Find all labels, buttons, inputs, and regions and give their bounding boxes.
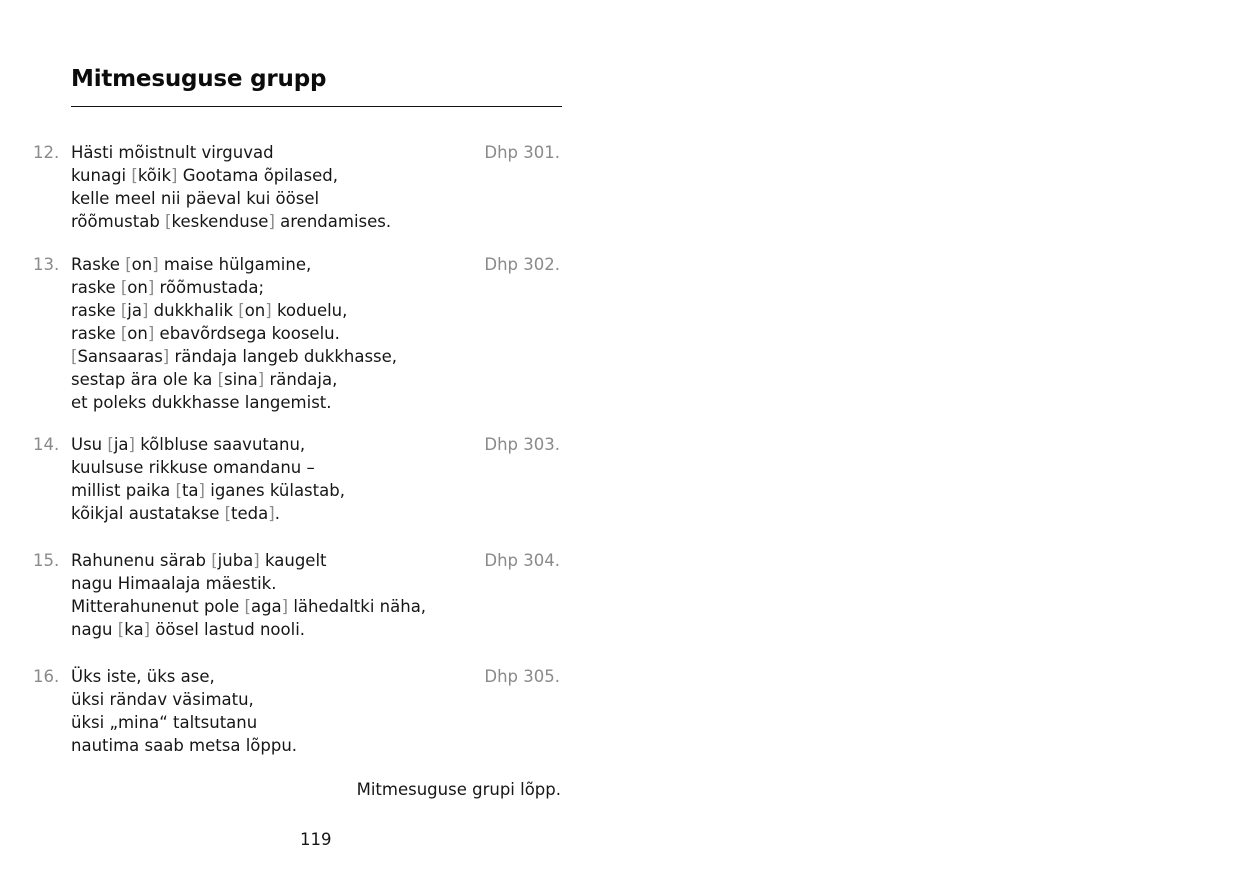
verse-text: lähedaltki näha, bbox=[288, 597, 427, 616]
verse-text: üksi rändav väsimatu, bbox=[71, 690, 254, 709]
verse-reference: Dhp 301. bbox=[484, 143, 560, 162]
verse-text: ja bbox=[113, 435, 129, 454]
verse-text: öösel lastud nooli. bbox=[150, 620, 306, 639]
verse-line bbox=[71, 665, 471, 688]
verse-text: rõõmustada; bbox=[154, 278, 265, 297]
verse-text: raske bbox=[71, 278, 121, 297]
verse-text: kõikjal austatakse bbox=[71, 504, 225, 523]
verse-text: üksi „mina“ taltsutanu bbox=[71, 713, 258, 732]
verse-line bbox=[71, 210, 471, 233]
verse-line bbox=[71, 187, 471, 210]
bracket-mark: ] bbox=[147, 278, 155, 297]
chapter-closing: Mitmesuguse grupi lõpp. bbox=[356, 780, 561, 799]
verse-text: rändaja, bbox=[264, 370, 338, 389]
verse-line bbox=[71, 502, 471, 525]
bracket-mark: ] bbox=[171, 166, 178, 185]
verse-line bbox=[71, 688, 471, 711]
verse-text: sestap ära ole ka bbox=[71, 370, 218, 389]
bracket-mark: ] bbox=[265, 301, 272, 320]
verse-text: rändaja langeb dukkhasse, bbox=[169, 347, 398, 366]
verse-text: Rahunenu särab bbox=[71, 551, 212, 570]
bracket-mark: [ bbox=[120, 278, 128, 297]
verse-number: 14. bbox=[33, 435, 60, 454]
verse-line bbox=[71, 345, 471, 368]
verse-text: on bbox=[127, 324, 148, 343]
bracket-mark: [ bbox=[117, 620, 125, 639]
bracket-mark: ] bbox=[268, 212, 275, 231]
bracket-mark: ] bbox=[257, 370, 265, 389]
bracket-mark: ] bbox=[143, 620, 151, 639]
verse-line bbox=[71, 253, 471, 276]
bracket-mark: ] bbox=[253, 551, 260, 570]
verse-text: teda bbox=[231, 504, 269, 523]
verse-line bbox=[71, 456, 471, 479]
bracket-mark: [ bbox=[224, 504, 232, 523]
verse-text: millist paika bbox=[71, 481, 176, 500]
verse-text: iganes külastab, bbox=[204, 481, 345, 500]
verse-reference: Dhp 305. bbox=[484, 667, 560, 686]
verse-line bbox=[71, 299, 471, 322]
verse-text: keskenduse bbox=[171, 212, 269, 231]
verse-text: arendamises. bbox=[274, 212, 392, 231]
verse-text: . bbox=[274, 504, 280, 523]
verse-text: on bbox=[127, 278, 148, 297]
verse-text: kõik bbox=[137, 166, 172, 185]
verse-number: 16. bbox=[33, 667, 60, 686]
verse-text: ja bbox=[127, 301, 142, 320]
verse-text: Usu bbox=[71, 435, 108, 454]
verse-text: kelle meel nii päeval kui öösel bbox=[71, 189, 320, 208]
verse-line bbox=[71, 322, 471, 345]
verse-line bbox=[71, 391, 471, 414]
verse-text: koduelu, bbox=[271, 301, 348, 320]
bracket-mark: [ bbox=[125, 255, 132, 274]
verse-reference: Dhp 304. bbox=[484, 551, 560, 570]
verse-line bbox=[71, 276, 471, 299]
verse-text: et poleks dukkhasse langemist. bbox=[71, 393, 332, 412]
bracket-mark: [ bbox=[120, 301, 128, 320]
verse-text: maise hülgamine, bbox=[158, 255, 312, 274]
verse-line bbox=[71, 618, 471, 641]
verse-line bbox=[71, 479, 471, 502]
verse-lines bbox=[71, 253, 471, 414]
bracket-mark: ] bbox=[128, 435, 135, 454]
verse-text: on bbox=[244, 301, 266, 320]
bracket-mark: ] bbox=[268, 504, 275, 523]
verse-text: nagu Himaalaja mäestik. bbox=[71, 574, 277, 593]
verse-text: ebavõrdsega kooselu. bbox=[154, 324, 340, 343]
verse-text: nautima saab metsa lõppu. bbox=[71, 736, 298, 755]
bracket-mark: [ bbox=[107, 435, 114, 454]
verse-text: on bbox=[131, 255, 153, 274]
verse-text: Üks iste, üks ase, bbox=[71, 667, 215, 686]
bracket-mark: [ bbox=[175, 481, 182, 500]
verse-reference: Dhp 303. bbox=[484, 435, 560, 454]
verse-lines bbox=[71, 433, 471, 525]
bracket-mark: [ bbox=[120, 324, 128, 343]
bracket-mark: [ bbox=[165, 212, 172, 231]
verse-text: Raske bbox=[71, 255, 126, 274]
bracket-mark: [ bbox=[238, 301, 245, 320]
verse-text: aga bbox=[250, 597, 282, 616]
verse-text: kõlbluse saavutanu, bbox=[134, 435, 306, 454]
bracket-mark: ] bbox=[147, 324, 155, 343]
bracket-mark: ] bbox=[162, 347, 170, 366]
chapter-title: Mitmesuguse grupp bbox=[71, 66, 327, 92]
verse-text: dukkhalik bbox=[148, 301, 239, 320]
verse-reference: Dhp 302. bbox=[484, 255, 560, 274]
verse-line bbox=[71, 549, 471, 572]
verse-number: 15. bbox=[33, 551, 60, 570]
bracket-mark: [ bbox=[131, 166, 138, 185]
verse-text: raske bbox=[71, 324, 121, 343]
verse-text: kuulsuse rikkuse omandanu – bbox=[71, 458, 315, 477]
verse-number: 12. bbox=[33, 143, 60, 162]
verse-lines bbox=[71, 141, 471, 233]
verse-text: Sansaaras bbox=[77, 347, 163, 366]
verse-lines bbox=[71, 665, 471, 757]
bracket-mark: ] bbox=[198, 481, 205, 500]
verse-text: sina bbox=[224, 370, 258, 389]
verse-number: 13. bbox=[33, 255, 60, 274]
verse-text: kaugelt bbox=[259, 551, 327, 570]
verse-line bbox=[71, 595, 471, 618]
verse-text: Gootama õpilased, bbox=[177, 166, 339, 185]
verse-line bbox=[71, 141, 471, 164]
verse-text: rõõmustab bbox=[71, 212, 166, 231]
verse-text: ta bbox=[181, 481, 199, 500]
bracket-mark: ] bbox=[142, 301, 149, 320]
verse-text: nagu bbox=[71, 620, 118, 639]
verse-line bbox=[71, 164, 471, 187]
verse-text: juba bbox=[217, 551, 254, 570]
verse-text: ka bbox=[124, 620, 144, 639]
verse-line bbox=[71, 368, 471, 391]
verse-text: raske bbox=[71, 301, 121, 320]
title-underline bbox=[71, 106, 562, 107]
bracket-mark: [ bbox=[217, 370, 225, 389]
verse-line bbox=[71, 734, 471, 757]
verse-text: kunagi bbox=[71, 166, 132, 185]
verse-line bbox=[71, 711, 471, 734]
bracket-mark: [ bbox=[211, 551, 218, 570]
bracket-mark: ] bbox=[152, 255, 159, 274]
verse-line bbox=[71, 433, 471, 456]
verse-text: Mitterahunenut pole bbox=[71, 597, 245, 616]
page-number: 119 bbox=[300, 830, 332, 849]
verse-lines bbox=[71, 549, 471, 641]
bracket-mark: [ bbox=[244, 597, 251, 616]
bracket-mark: ] bbox=[281, 597, 289, 616]
verse-text: Hästi mõistnult virguvad bbox=[71, 143, 274, 162]
bracket-mark: [ bbox=[71, 347, 78, 366]
verse-line bbox=[71, 572, 471, 595]
